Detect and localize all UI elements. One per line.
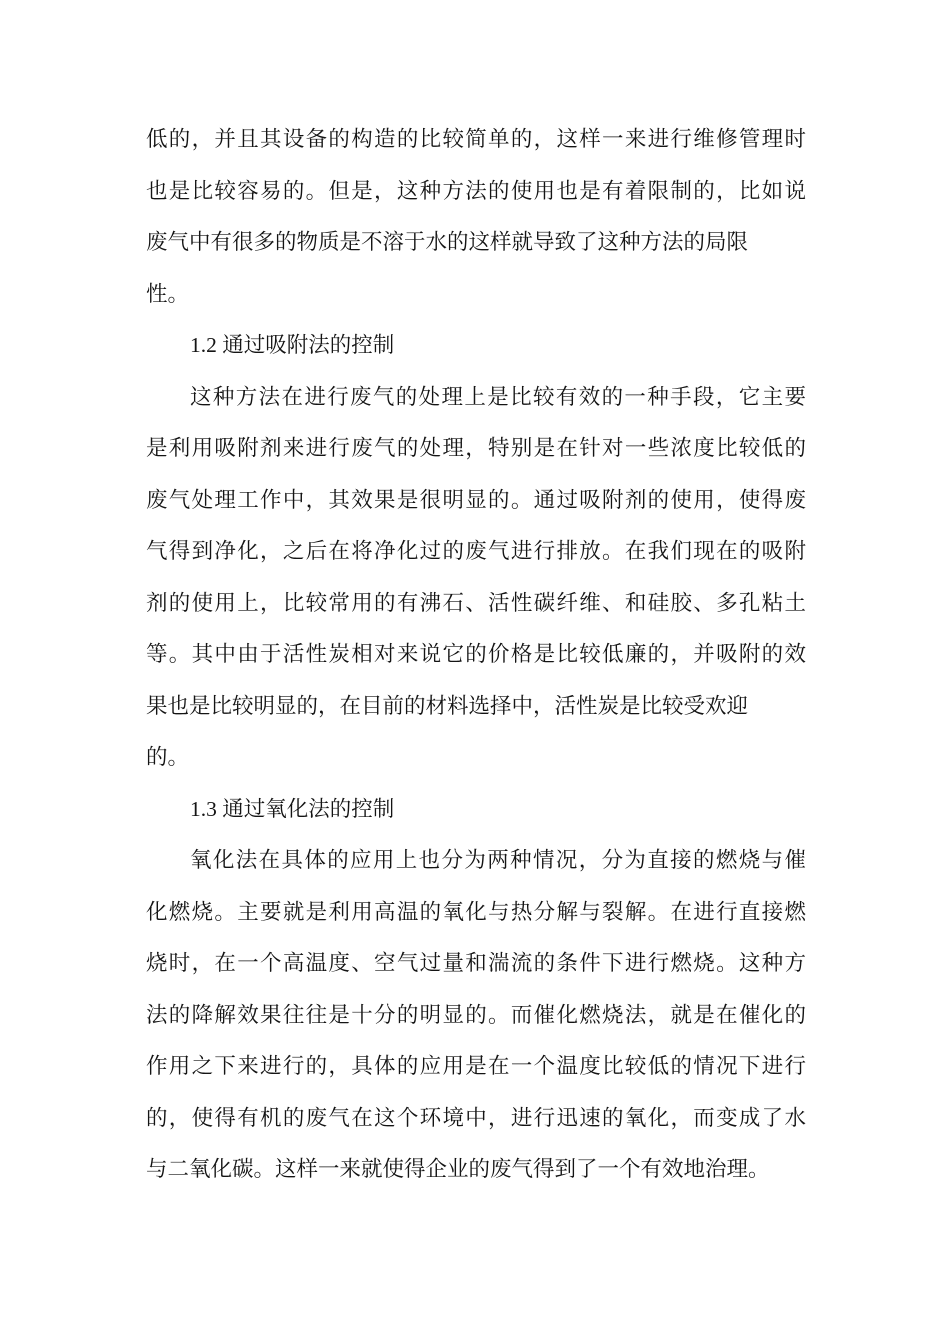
section-heading-1-3: 1.3 通过氧化法的控制 <box>190 796 395 821</box>
paragraph-line: 化燃烧。主要就是利用高温的氧化与热分解与裂解。在进行直接燃 <box>146 899 806 925</box>
paragraph-line: 剂的使用上，比较常用的有沸石、活性碳纤维、和硅胶、多孔粘土 <box>146 590 806 616</box>
paragraph-1 <box>146 114 806 320</box>
paragraph-line: 这种方法在进行废气的处理上是比较有效的一种手段，它主要 <box>190 384 806 410</box>
paragraph-line: 与二氧化碳。这样一来就使得企业的废气得到了一个有效地治理。 <box>146 1157 770 1182</box>
paragraph-line: 烧时，在一个高温度、空气过量和湍流的条件下进行燃烧。这种方 <box>146 951 806 976</box>
paragraph-line: 等。其中由于活性炭相对来说它的价格是比较低廉的，并吸附的效 <box>146 642 806 667</box>
paragraph-line: 低的，并且其设备的构造的比较简单的，这样一来进行维修管理时 <box>146 127 806 152</box>
paragraph-line: 作用之下来进行的，具体的应用是在一个温度比较低的情况下进行 <box>146 1054 806 1079</box>
paragraph-line: 废气中有很多的物质是不溶于水的这样就导致了这种方法的局限 <box>146 230 749 255</box>
document-body <box>146 114 806 1196</box>
paragraph-3 <box>146 835 806 1196</box>
paragraph-line: 是利用吸附剂来进行废气的处理，特别是在针对一些浓度比较低的 <box>146 436 806 461</box>
paragraph-line: 氧化法在具体的应用上也分为两种情况，分为直接的燃烧与催 <box>190 848 806 873</box>
paragraph-2 <box>146 372 806 784</box>
paragraph-line: 废气处理工作中，其效果是很明显的。通过吸附剂的使用，使得废 <box>146 487 806 513</box>
paragraph-line: 气得到净化，之后在将净化过的废气进行排放。在我们现在的吸附 <box>146 539 806 564</box>
paragraph-line: 法的降解效果往往是十分的明显的。而催化燃烧法，就是在催化的 <box>146 1002 806 1028</box>
section-heading-1-2: 1.2 通过吸附法的控制 <box>190 333 395 357</box>
paragraph-line: 也是比较容易的。但是，这种方法的使用也是有着限制的，比如说 <box>146 178 806 204</box>
paragraph-line: 的。 <box>146 745 190 770</box>
paragraph-line: 性。 <box>146 281 190 307</box>
paragraph-line: 的，使得有机的废气在这个环境中，进行迅速的氧化，而变成了水 <box>146 1105 806 1131</box>
paragraph-line: 果也是比较明显的，在目前的材料选择中，活性炭是比较受欢迎 <box>146 693 749 719</box>
